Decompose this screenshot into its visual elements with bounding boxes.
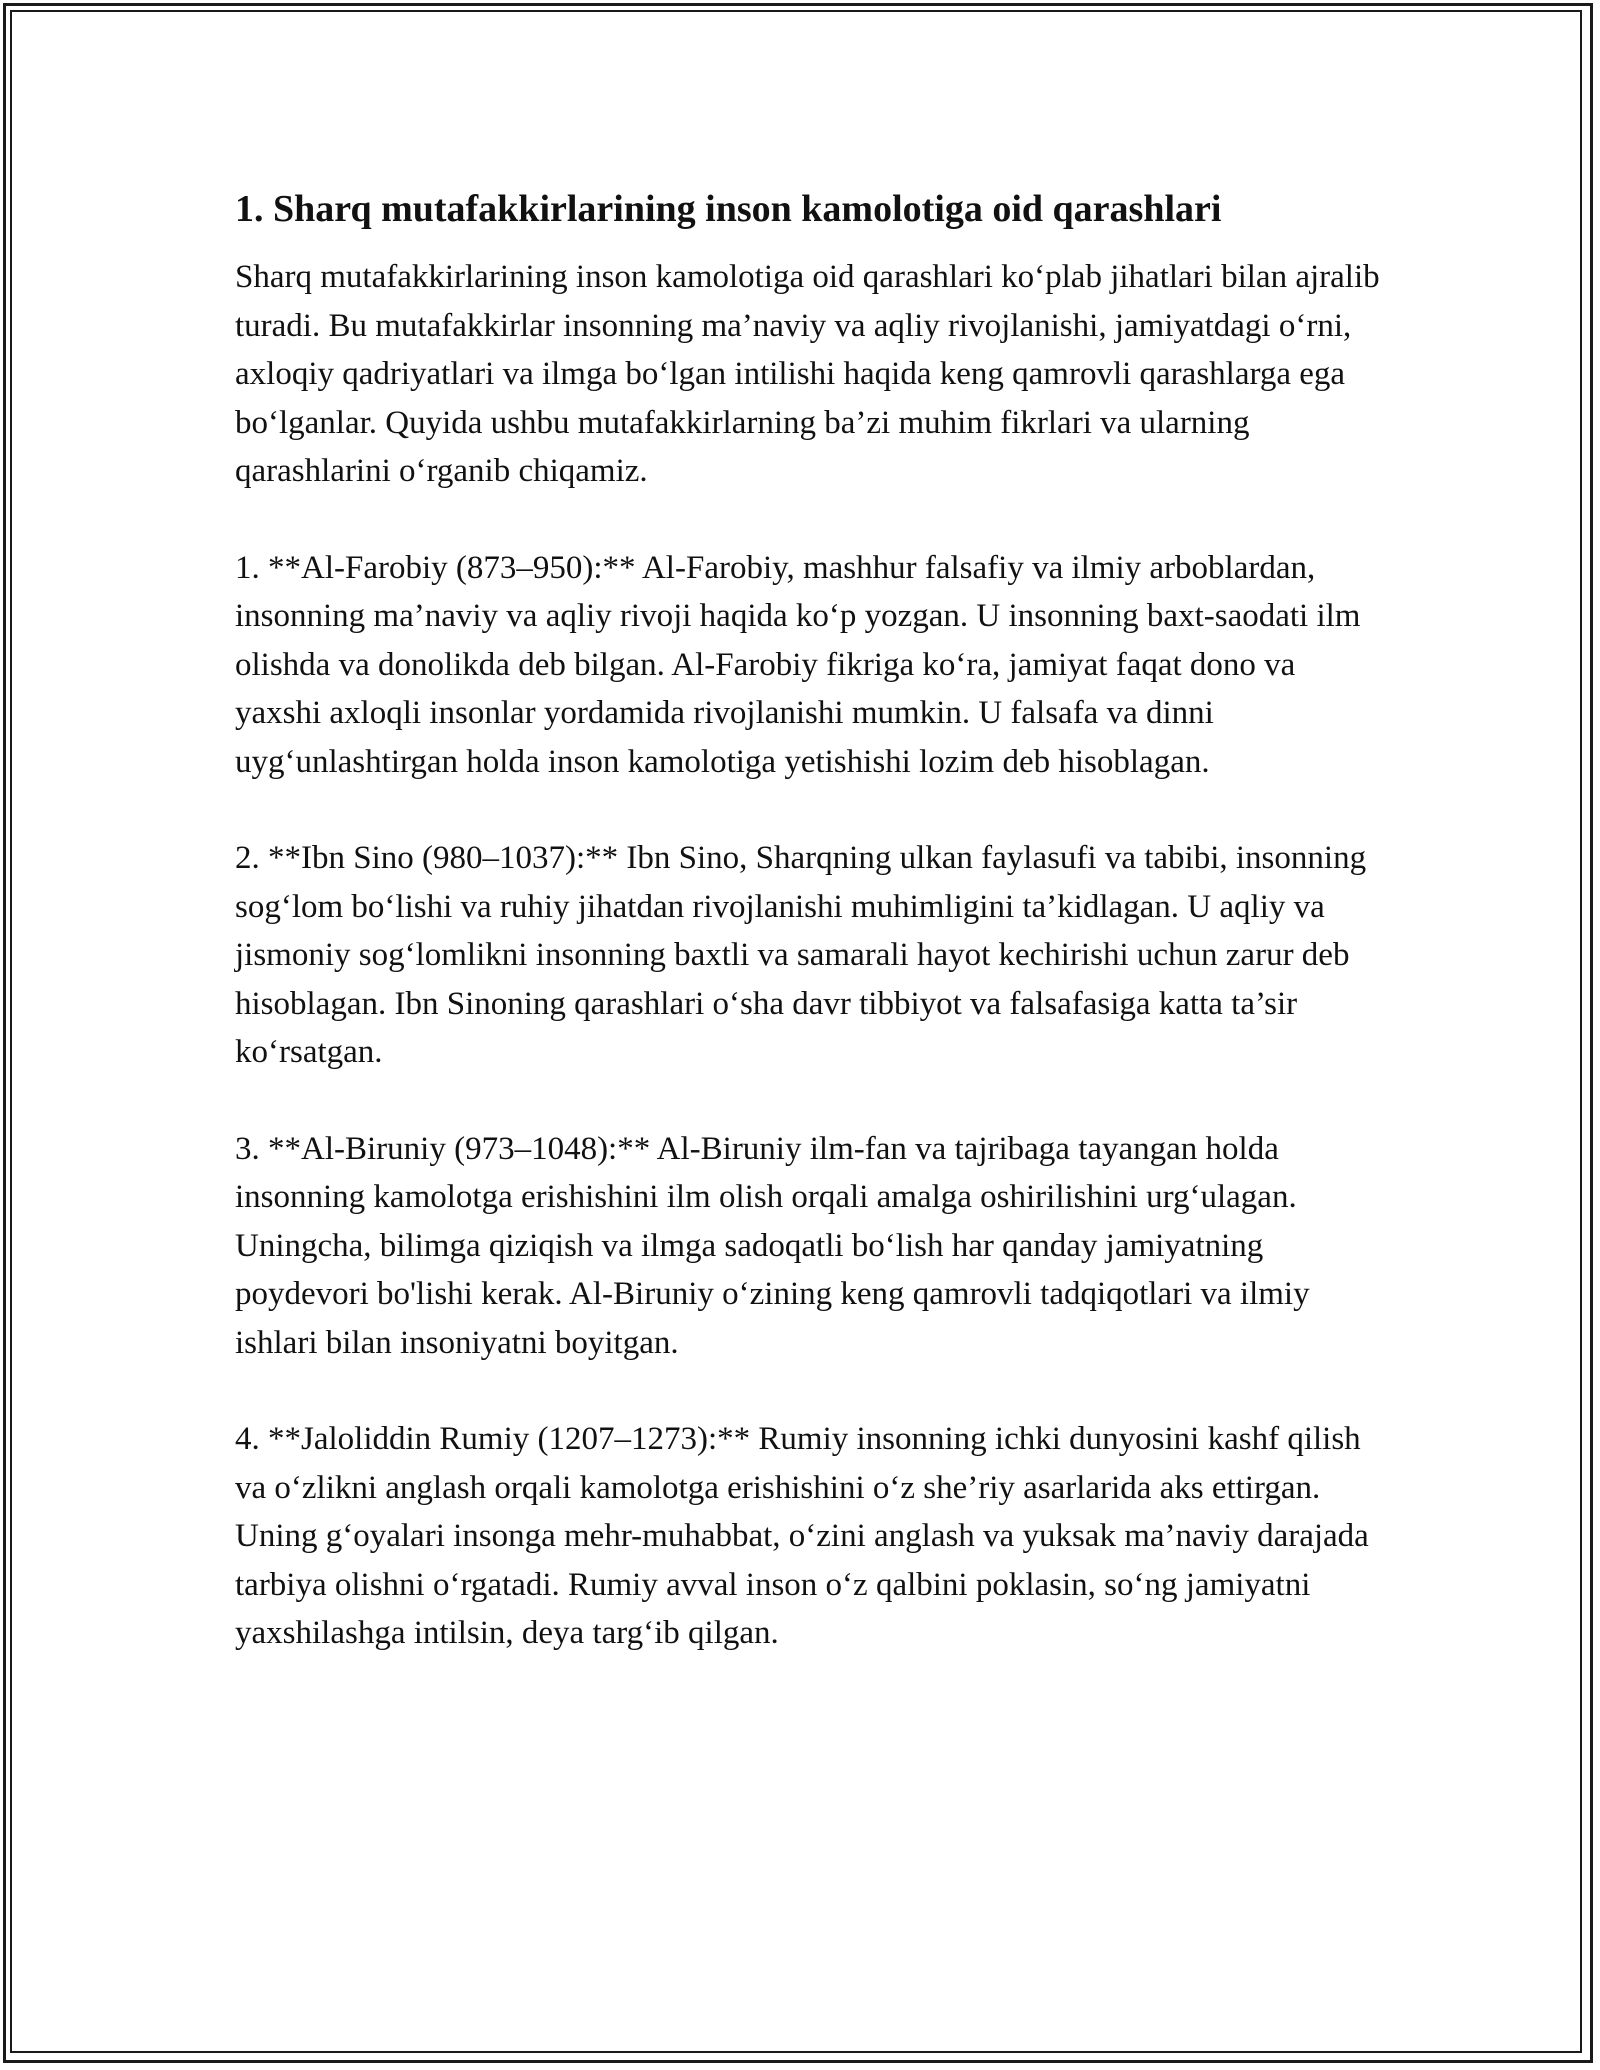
item-ibn-sino: 2. **Ibn Sino (980–1037):** Ibn Sino, Sharqning ulkan faylasufi va tabibi, insonning sog‘lom bo‘lishi va ruhiy jihatdan rivojlanishi muhimligini ta’kidlagan. U aqliy va jismoniy sog‘lomlikni insonning baxtli va samarali hayot kechirishi uchun zarur deb hisoblagan. Ibn Sinoning qarashlari o‘sha davr tibbiyot va falsafasiga katta ta’sir ko‘rsatgan. bbox=[235, 840, 1367, 1070]
document-body bbox=[235, 185, 1385, 1706]
item-al-farobiy: 1. **Al-Farobiy (873–950):** Al-Farobiy, mashhur falsafiy va ilmiy arboblardan, insonning ma’naviy va aqliy rivoji haqida ko‘p yozgan. U insonning baxt-saodati ilm olishda va donolikda deb bilgan. Al-Farobiy fikriga ko‘ra, jamiyat faqat dono va yaxshi axloqli insonlar yordamida rivojlanishi mumkin. U falsafa va dinni uyg‘unlashtirgan holda inson kamolotiga yetishishi lozim deb hisoblagan. bbox=[235, 549, 1361, 780]
section-heading: 1. Sharq mutafakkirlarining inson kamolotiga oid qarashlari bbox=[235, 188, 1222, 230]
intro-paragraph: Sharq mutafakkirlarining inson kamolotiga oid qarashlari ko‘plab jihatlari bilan ajralib turadi. Bu mutafakkirlar insonning ma’naviy va aqliy rivojlanishi, jamiyatdagi o‘rni, axloqiy qadriyatlari va ilmga bo‘lgan intilishi haqida keng qamrovli qarashlarga ega bo‘lganlar. Quyida ushbu mutafakkirlarning ba’zi muhim fikrlari va ularning qarashlarini o‘rganib chiqamiz. bbox=[235, 259, 1380, 489]
item-jaloliddin-rumiy: 4. **Jaloliddin Rumiy (1207–1273):** Rumiy insonning ichki dunyosini kashf qilish va o‘zlikni anglash orqali kamolotga erishishini o‘z she’riy asarlarida aks ettirgan. Uning g‘oyalari insonga mehr-muhabbat, o‘zini anglash va yuksak ma’naviy darajada tarbiya olishni o‘rgatadi. Rumiy avval inson o‘z qalbini poklasin, so‘ng jamiyatni yaxshilashga intilsin, deya targ‘ib qilgan. bbox=[235, 1421, 1369, 1651]
item-al-biruniy: 3. **Al-Biruniy (973–1048):** Al-Biruniy ilm-fan va tajribaga tayangan holda insonning kamolotga erishishini ilm olish orqali amalga oshirilishini urg‘ulagan. Uningcha, bilimga qiziqish va ilmga sadoqatli bo‘lish har qanday jamiyatning poydevori bo'lishi kerak. Al-Biruniy o‘zining keng qamrovli tadqiqotlari va ilmiy ishlari bilan insoniyatni boyitgan. bbox=[235, 1130, 1310, 1361]
